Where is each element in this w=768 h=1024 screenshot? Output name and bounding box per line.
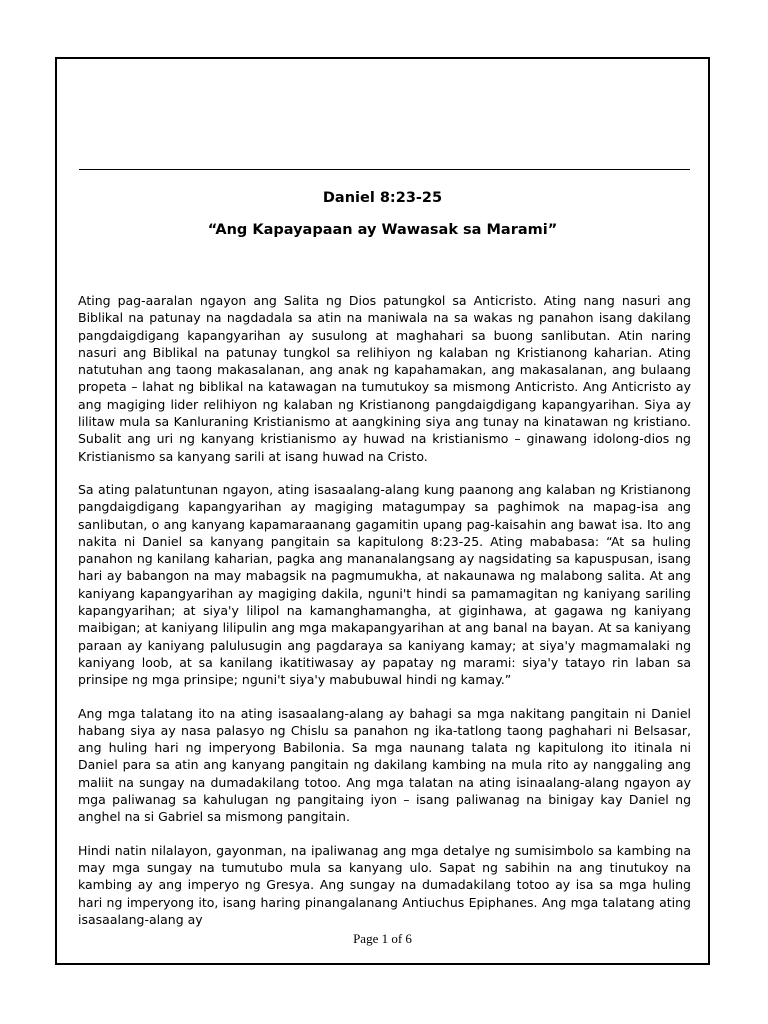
paragraph: Ang mga talatang ito na ating isasaalang-alang ay bahagi sa mga nakitang pangitain ni Daniel habang siya ay nasa palasyo ng Chislu sa panahon ng ika-tatlong taong paghahari ni Belsasar, ang huling hari ng imperyong Babilonia. Sa mga naunang talata ng kapitulong ito itinala ni Daniel para sa atin ang kanyang pangitain ng dakilang kambing na mula rito ay nanggaling ang maliit na sungay na dumadakilang totoo. Ang mga talatan na ating isinaalang-alang ngayon ay mga paliwanag sa kahulugan ng pangitaing iyon – isang paliwanag na binigay kay Daniel ng anghel na si Gabriel sa mismong pangitain. — [78, 705, 691, 825]
document-title: Daniel 8:23-25 — [322, 190, 443, 206]
paragraph: Hindi natin nilalayon, gayonman, na ipaliwanag ang mga detalye ng sumisimbolo sa kambing na may mga sungay na tumutubo mula sa kanyang ulo. Sapat ng sabihin na ang tinutukoy na kambing ay ang imperyo ng Gresya. Ang sungay na dumadakilang totoo ay isa sa mga huling hari ng imperyong ito, isang haring pinangalanang Antiuchus Epiphanes. Ang mga talatang ating isasaalang-alang ay — [78, 842, 691, 927]
page-number-footer: Page 1 of 6 — [353, 931, 412, 946]
document-body — [78, 292, 691, 928]
header-divider — [79, 169, 690, 170]
document-subtitle: “Ang Kapayapaan ay Wawasak sa Marami” — [207, 222, 558, 238]
page-frame — [55, 57, 710, 965]
paragraph: Sa ating palatuntunan ngayon, ating isasaalang-alang kung paanong ang kalaban ng Kristianong pangdaigdigang kapangyarihan ay magiging matagumpay sa paghimok na mapag-isa ang sanlibutan, o ang kanyang kapamaraanang gagamitin upang pag-kaisahin ang bawat isa. Ito ang nakita ni Daniel sa kanyang pangitain sa kapitulong 8:23-25. Ating mababasa: “At sa huling panahon ng kanilang kaharian, pagka ang mananalangsang ay nagsidating sa kapuspusan, isang hari ay babangon na may mabagsik na pagmumukha, at nakaunawa ng malabong salita. At ang kaniyang kapangyarihan ay magiging dakila, nguni't hindi sa pamamagitan ng kaniyang sariling kapangyarihan; at siya'y lilipol na kamanghamangha, at giginhawa, at gagawa ng kaniyang maibigan; at kaniyang lilipulin ang mga makapangyarihan at ang banal na bayan. At sa kaniyang paraan ay kaniyang palulusugin ang pagdaraya sa kaniyang kamay; at siya'y magmamalaki ng kaniyang loob, at sa kanilang ikatitiwasay ay papatay ng marami: siya'y tatayo rin laban sa prinsipe ng mga prinsipe; nguni't siya'y mabubuwal hindi ng kamay.” — [78, 481, 691, 688]
paragraph: Ating pag-aaralan ngayon ang Salita ng Dios patungkol sa Anticristo. Ating nang nasuri ang Biblikal na patunay na nagdadala sa atin na maniwala na sa wakas ng panahon isang dakilang pangdaigdigang kapangyarihan ay susulong at maghahari sa buong sanlibutan. Atin naring nasuri ang Biblikal na patunay tungkol sa relihiyon ng kalaban ng Kristianong kaharian. Ating natutuhan ang taong makasalanan, ang anak ng kapahamakan, ang makasalanan, ang bulaang propeta – lahat ng biblikal na katawagan na tumutukoy sa mismong Anticristo. Ang Anticristo ay ang magiging lider relihiyon ng kalaban ng Kristianong pangdaigdigang kapangyarihan. Siya ay lilitaw mula sa Kanluraning Kristianismo at aangkining siya ang tunay na kinatawan ng kristiano. Subalit ang uri ng kanyang kristianismo ay huwad na kristianismo – ginawang idolong-dios ng Kristianismo sa kanyang sarili at isang huwad na Cristo. — [78, 293, 691, 464]
